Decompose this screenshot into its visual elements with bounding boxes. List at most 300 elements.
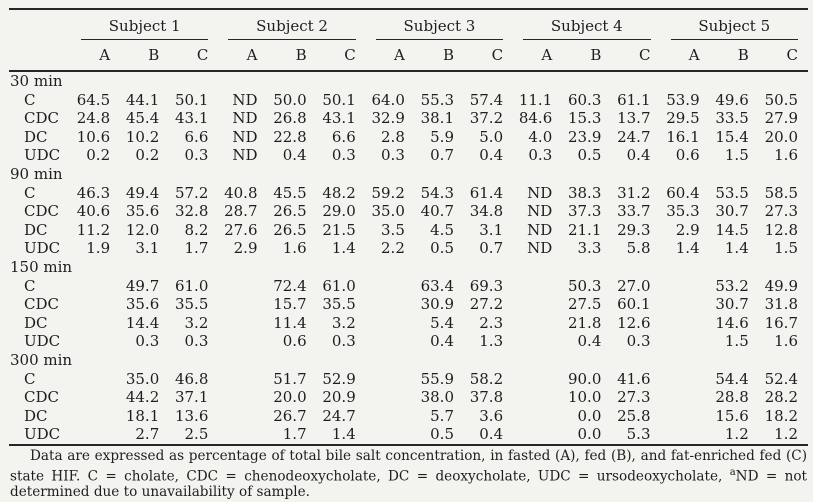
data-cell: 15.7 [273,295,307,314]
row-label: DC [24,220,48,239]
data-cell: 35.0 [125,369,160,388]
data-cell: 69.3 [469,276,504,295]
data-cell: 29.0 [322,202,356,221]
table-row [9,239,808,258]
data-cell: 18.1 [125,406,160,425]
data-cell: 3.2 [184,313,209,332]
bile-salt-table [9,8,808,446]
table-row [9,332,808,351]
data-cell: 46.3 [76,183,111,202]
data-cell: 1.4 [331,425,356,444]
subcolumn-label-b: B [415,41,464,71]
footnote-marker: a [729,466,736,478]
data-cell: 1.6 [774,146,798,165]
table-row [9,184,808,203]
subcolumn-label-b: B [562,41,611,71]
data-cell: ND [527,183,553,202]
data-cell: 50.1 [322,90,356,109]
data-cell: 1.2 [774,425,798,444]
data-cell: 38.1 [420,109,454,128]
data-cell [366,407,415,426]
data-cell: 50.1 [174,90,209,109]
data-cell: 0.3 [331,146,356,165]
data-cell: 14.6 [715,313,749,332]
data-cell: 0.4 [479,425,504,444]
data-cell: 30.9 [420,295,454,314]
data-cell: 24.7 [322,406,356,425]
data-cell: 33.7 [617,202,651,221]
data-cell: 32.8 [174,202,209,221]
data-cell: 53.5 [715,183,749,202]
data-cell: 4.0 [528,127,553,146]
data-cell: 0.5 [430,239,454,258]
data-cell: 3.2 [331,313,356,332]
data-cell [366,295,415,314]
row-label: CDC [24,109,59,128]
data-cell: 3.1 [479,220,504,239]
data-cell: 0.7 [479,239,504,258]
data-cell [71,314,120,333]
subcolumn-label-c: C [759,41,808,71]
section-label: 90 min [10,164,63,183]
data-cell: 14.4 [125,313,160,332]
footnote-text-2: ND = not determined due to unavailability of sample. [10,468,807,500]
data-cell: 59.2 [371,183,405,202]
subject-1-label: Subject 1 [81,17,208,40]
section-label: 300 min [10,350,73,369]
data-cell: 55.9 [420,369,454,388]
data-cell: 37.3 [567,202,602,221]
data-cell: 0.0 [577,406,602,425]
data-cell [218,370,267,389]
data-cell: 48.2 [322,183,356,202]
data-cell [71,388,120,407]
data-cell: 49.4 [125,183,160,202]
data-cell: 0.3 [135,332,160,351]
section-row [9,71,808,91]
subcolumn-label-c: C [317,41,366,71]
row-label: UDC [24,146,61,165]
table-row [9,407,808,426]
data-cell: 61.0 [174,276,209,295]
data-cell: 33.5 [715,109,749,128]
data-cell [513,407,562,426]
data-cell: 3.5 [381,220,405,239]
data-cell [71,425,120,445]
data-cell: 2.9 [675,220,700,239]
data-cell: 31.8 [764,295,798,314]
row-label: DC [24,313,48,332]
subcolumn-label-a: A [366,41,415,71]
data-cell: 1.5 [774,239,798,258]
data-cell: 1.4 [675,239,700,258]
data-cell: 0.3 [184,146,209,165]
data-cell: 0.5 [430,425,454,444]
data-cell [366,332,415,351]
data-cell [71,370,120,389]
data-cell: 63.4 [420,276,454,295]
data-cell: 40.8 [224,183,258,202]
subcolumn-label-c: C [611,41,660,71]
section-label: 30 min [10,72,63,90]
data-cell: 58.5 [764,183,798,202]
data-cell: 15.4 [715,127,749,146]
data-cell: 0.4 [626,146,651,165]
data-cell: 1.7 [282,425,307,444]
subject-5-header [661,9,809,41]
subcolumn-label-b: B [268,41,317,71]
data-cell: 12.8 [764,220,798,239]
subcolumn-label-b: B [710,41,759,71]
data-cell: 55.3 [420,90,454,109]
data-cell: 50.0 [273,90,307,109]
data-cell: 21.1 [567,220,602,239]
data-cell: 31.2 [617,183,651,202]
data-cell [71,277,120,296]
data-cell: 3.1 [135,239,160,258]
data-cell: ND [527,220,553,239]
data-cell: 20.0 [764,127,798,146]
data-cell: 72.4 [273,276,307,295]
data-cell [71,332,120,351]
data-cell: 41.6 [617,369,651,388]
data-cell: 54.4 [715,369,749,388]
data-cell [661,277,710,296]
data-cell: 27.0 [617,276,651,295]
data-cell: 1.3 [479,332,504,351]
data-cell: 35.5 [322,295,356,314]
data-cell: 10.0 [567,388,602,407]
data-cell: 1.6 [774,332,798,351]
data-cell: 35.6 [125,295,160,314]
data-cell [366,388,415,407]
data-cell: 18.2 [764,406,798,425]
data-cell: 20.0 [273,388,307,407]
data-cell: 28.2 [764,388,798,407]
data-cell: 84.6 [518,109,553,128]
row-label: UDC [24,332,61,351]
data-cell: 38.0 [420,388,454,407]
data-cell: 2.2 [381,239,405,258]
data-cell: 26.5 [273,202,307,221]
data-cell: 44.2 [125,388,160,407]
data-cell: 60.3 [567,90,602,109]
data-cell: ND [232,109,258,128]
data-cell: 12.0 [125,220,160,239]
data-cell: 0.2 [86,146,111,165]
data-cell: 2.3 [479,313,504,332]
table-row [9,295,808,314]
data-cell: 26.7 [273,406,307,425]
data-cell [366,370,415,389]
table-row [9,202,808,221]
corner-cell [9,41,71,71]
data-cell: 53.9 [666,90,700,109]
data-cell: 37.2 [469,109,504,128]
row-label: UDC [24,239,61,258]
table-header [9,9,808,71]
data-cell: 0.3 [331,332,356,351]
data-cell: 64.0 [371,90,405,109]
data-cell: 45.4 [125,109,160,128]
data-cell: 0.3 [184,332,209,351]
data-cell: 28.8 [715,388,749,407]
data-cell: 5.7 [430,406,454,425]
data-cell [513,295,562,314]
table-row [9,370,808,389]
subject-2-header [218,9,365,41]
table-row [9,314,808,333]
data-cell: 5.9 [430,127,454,146]
data-cell [218,332,267,351]
data-cell: 23.9 [567,127,602,146]
data-cell: 10.6 [76,127,111,146]
data-cell: 0.2 [135,146,160,165]
subcolumn-label-b: B [120,41,169,71]
data-cell: 43.1 [174,109,209,128]
data-cell [661,407,710,426]
data-cell [661,295,710,314]
data-cell: 0.4 [479,146,504,165]
data-cell: 50.5 [764,90,798,109]
data-cell: 10.2 [125,127,160,146]
data-cell: 26.5 [273,220,307,239]
data-cell: 35.5 [174,295,209,314]
data-cell: 40.7 [420,202,454,221]
section-label: 150 min [10,257,73,276]
data-cell: 35.3 [666,202,700,221]
row-label: CDC [24,295,59,314]
data-cell: 13.7 [617,109,651,128]
data-cell: 0.3 [528,146,553,165]
data-cell: 28.7 [224,202,258,221]
data-cell: 49.7 [125,276,160,295]
data-cell: 27.9 [764,109,798,128]
data-cell: 2.7 [135,425,160,444]
data-cell: 2.9 [233,239,258,258]
data-cell: 1.4 [724,239,749,258]
table-row [9,109,808,128]
data-cell: 61.4 [469,183,504,202]
data-cell: 49.9 [764,276,798,295]
data-cell: 5.8 [626,239,651,258]
data-cell: 6.6 [184,127,209,146]
subcolumn-label-a: A [661,41,710,71]
data-cell: 30.7 [715,295,749,314]
data-cell: 54.3 [420,183,454,202]
subject-3-label: Subject 3 [376,17,503,40]
data-cell: 51.7 [273,369,307,388]
data-cell: 20.9 [322,388,356,407]
subcolumn-label-a: A [218,41,267,71]
data-cell: 21.5 [322,220,356,239]
data-cell: 1.9 [86,239,111,258]
table-row [9,128,808,147]
data-cell: 43.1 [322,109,356,128]
data-cell: 44.1 [125,90,160,109]
subcolumn-label-a: A [71,41,120,71]
data-cell: 24.8 [76,109,111,128]
data-cell: 27.2 [469,295,504,314]
corner-cell [9,9,71,41]
section-row [9,165,808,184]
data-cell: 57.4 [469,90,504,109]
data-cell: 2.5 [184,425,209,444]
subject-3-header [366,9,513,41]
data-cell: 0.4 [577,332,602,351]
data-cell: 1.5 [724,146,749,165]
data-cell: 1.2 [724,425,749,444]
data-cell: 0.6 [675,146,700,165]
data-cell: 60.1 [617,295,651,314]
data-cell: 46.8 [174,369,209,388]
data-cell: ND [232,146,258,165]
footnote-text-1: Data are expressed as percentage of total bile salt concentration, in fasted (A), fed (B), and fat-enriched fed (C) state HIF. C = cholate, CDC = chenodeoxycholate, DC = deoxycholate, UDC = ursodeoxycholate, [10,447,807,485]
data-cell: 52.9 [322,369,356,388]
data-cell [513,314,562,333]
data-cell: 2.8 [381,127,405,146]
data-cell: 0.5 [577,146,602,165]
data-cell: 27.3 [764,202,798,221]
data-cell [661,314,710,333]
data-cell [71,295,120,314]
data-cell: 0.6 [282,332,307,351]
data-cell [366,425,415,445]
data-cell: 50.3 [567,276,602,295]
data-cell: 52.4 [764,369,798,388]
data-cell: 1.5 [724,332,749,351]
data-cell: 61.1 [617,90,651,109]
data-cell [513,388,562,407]
data-cell: 4.5 [430,220,454,239]
data-cell: 3.6 [479,406,504,425]
data-cell: 0.7 [430,146,454,165]
table-row [9,277,808,296]
data-cell: 37.8 [469,388,504,407]
data-cell: 0.4 [282,146,307,165]
data-cell: 57.2 [174,183,209,202]
table-row [9,91,808,110]
data-cell [218,277,267,296]
row-label: UDC [24,425,61,444]
row-label: CDC [24,388,59,407]
table-row [9,425,808,445]
row-label: C [24,369,36,388]
table-row [9,146,808,165]
data-cell: 60.4 [666,183,700,202]
data-cell: 1.6 [282,239,307,258]
subject-1-header [71,9,218,41]
data-cell: 12.6 [617,313,651,332]
data-cell: 27.6 [224,220,258,239]
data-cell: 45.5 [273,183,307,202]
data-cell: 27.3 [617,388,651,407]
data-cell: 1.4 [331,239,356,258]
data-cell: 5.0 [479,127,504,146]
subject-4-label: Subject 4 [523,17,650,40]
subcolumn-header-row [9,41,808,71]
data-cell: 5.3 [626,425,651,444]
subcolumn-label-c: C [464,41,513,71]
data-cell: 35.0 [371,202,405,221]
row-label: DC [24,127,48,146]
data-cell: 11.4 [273,313,307,332]
data-cell: 15.6 [715,406,749,425]
data-cell: ND [527,202,553,221]
data-cell [661,425,710,445]
data-cell: 13.6 [174,406,209,425]
data-cell: 3.3 [577,239,602,258]
data-cell [513,425,562,445]
table-body [9,71,808,445]
data-cell [661,332,710,351]
data-cell: 0.3 [626,332,651,351]
table-footnote [10,449,807,501]
table-row [9,221,808,240]
data-cell: 5.4 [430,313,454,332]
data-cell [71,407,120,426]
data-cell: 30.7 [715,202,749,221]
data-cell [218,388,267,407]
data-cell: ND [232,90,258,109]
data-cell: 29.5 [666,109,700,128]
data-cell: 24.7 [617,127,651,146]
data-cell [661,370,710,389]
data-cell: 29.3 [617,220,651,239]
data-cell [366,314,415,333]
data-cell: 26.8 [273,109,307,128]
subject-5-label: Subject 5 [671,17,799,40]
data-cell [513,332,562,351]
data-cell: 53.2 [715,276,749,295]
row-label: C [24,90,36,109]
data-cell: 16.1 [666,127,700,146]
data-cell: 58.2 [469,369,504,388]
data-cell: 34.8 [469,202,504,221]
subcolumn-label-c: C [169,41,218,71]
row-label: CDC [24,202,59,221]
data-cell: 40.6 [76,202,111,221]
table-row [9,388,808,407]
data-cell: 35.6 [125,202,160,221]
data-cell [218,407,267,426]
data-cell: 22.8 [273,127,307,146]
section-row [9,351,808,370]
data-cell: 32.9 [371,109,405,128]
data-cell: 11.2 [76,220,111,239]
data-cell: 64.5 [76,90,111,109]
data-cell [218,295,267,314]
row-label: C [24,276,36,295]
row-label: C [24,183,36,202]
data-cell: ND [232,127,258,146]
data-cell [218,314,267,333]
data-cell: 61.0 [322,276,356,295]
subcolumn-label-a: A [513,41,562,71]
data-cell: 6.6 [331,127,356,146]
data-cell: 27.5 [567,295,602,314]
data-cell: 8.2 [184,220,209,239]
data-cell: 37.1 [174,388,209,407]
data-cell: 16.7 [764,313,798,332]
data-cell [218,425,267,445]
data-cell: 90.0 [567,369,602,388]
data-cell [513,277,562,296]
data-cell: 14.5 [715,220,749,239]
subject-4-header [513,9,660,41]
data-cell: ND [527,239,553,258]
data-cell: 49.6 [715,90,749,109]
